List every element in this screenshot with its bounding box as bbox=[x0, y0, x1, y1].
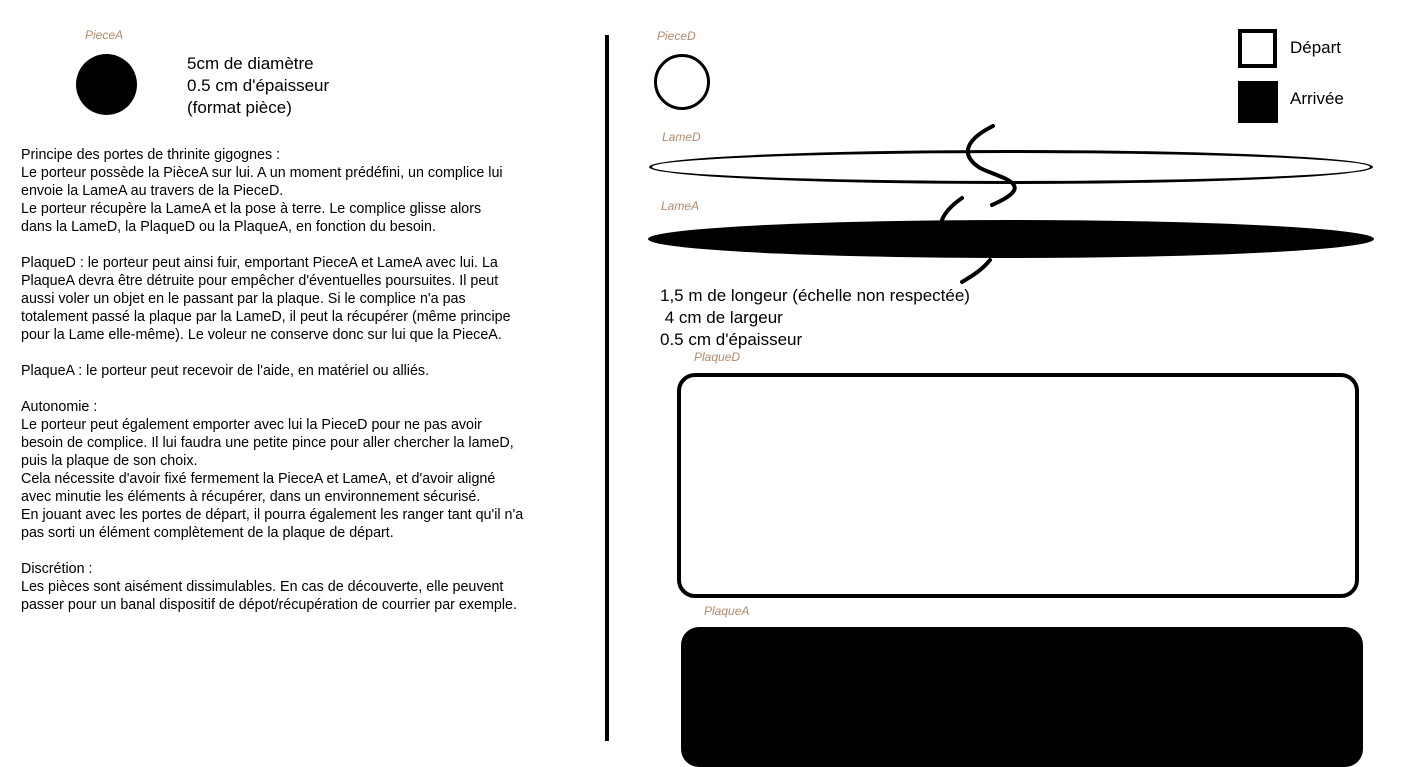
lame-specs: 1,5 m de longeur (échelle non respectée) 4 cm de largeur 0.5 cm d'épaisseur bbox=[660, 286, 970, 349]
piece-d-ring bbox=[654, 54, 710, 110]
description-title: Principe des portes de thrinite gigognes : bbox=[21, 147, 281, 163]
piece-specs: 5cm de diamètre 0.5 cm d'épaisseur (format pièce) bbox=[187, 54, 330, 117]
legend-depart-swatch bbox=[1238, 29, 1277, 68]
description-text bbox=[21, 146, 581, 614]
lame-a-label: LameA bbox=[661, 199, 700, 213]
legend-arrivee-label: Arrivée bbox=[1290, 89, 1344, 108]
lame-d-label: LameD bbox=[662, 130, 701, 144]
description-plaque-a: PlaqueA : le porteur peut recevoir de l'aide, en matériel ou alliés. bbox=[21, 363, 430, 379]
plaque-a-label: PlaqueA bbox=[704, 604, 750, 618]
description-plaque-d: PlaqueD : le porteur peut ainsi fuir, emportant PieceA et LameA avec lui. La PlaqueA devra être détruite pour empêcher d'éventuelles poursuites. Il peut aussi voler un objet en le passant par la plaque. Si le complice n'a pas totalement passé la plaque par la LameD, il peut la récupérer (même principe pour la Lame elle-même). Le voleur ne conserve donc sur lui que la PieceA. bbox=[21, 255, 511, 343]
plaque-d-panel bbox=[677, 373, 1359, 598]
legend-arrivee-swatch bbox=[1238, 81, 1278, 123]
piece-a-disc bbox=[76, 54, 137, 115]
plaque-d-label: PlaqueD bbox=[694, 350, 741, 364]
description-autonomie: Autonomie : Le porteur peut également emporter avec lui la PieceD pour ne pas avoir besoin de complice. Il lui faudra une petite pince pour aller chercher la lameD, puis la plaque de son choix. Cela nécessite d'avoir fixé fermement la PieceA et LameA, et d'avoir aligné avec minutie les éléments à récupérer, dans un environnement sécurisé. En jouant avec les portes de départ, il pourra également les ranger tant qu'il n'a pas sorti un élément complètement de la plaque de départ. bbox=[21, 399, 524, 541]
piece-a-label: PieceA bbox=[85, 28, 124, 42]
plaque-a-panel bbox=[681, 627, 1363, 767]
break-squiggle bbox=[930, 120, 1030, 290]
legend-depart-label: Départ bbox=[1290, 38, 1342, 57]
column-divider bbox=[605, 35, 609, 741]
description-discretion: Discrétion : Les pièces sont aisément dissimulables. En cas de découverte, elle peuvent passer pour un banal dispositif de dépot/récupération de courrier par exemple. bbox=[21, 561, 517, 613]
piece-d-label: PieceD bbox=[657, 29, 696, 43]
description-principle: Le porteur possède la PièceA sur lui. A un moment prédéfini, un complice lui envoie la LameA au travers de la PieceD. Le porteur récupère la LameA et la pose à terre. Le complice glisse alors dans la LameD, la PlaqueD ou la PlaqueA, en fonction du besoin. bbox=[21, 165, 503, 235]
